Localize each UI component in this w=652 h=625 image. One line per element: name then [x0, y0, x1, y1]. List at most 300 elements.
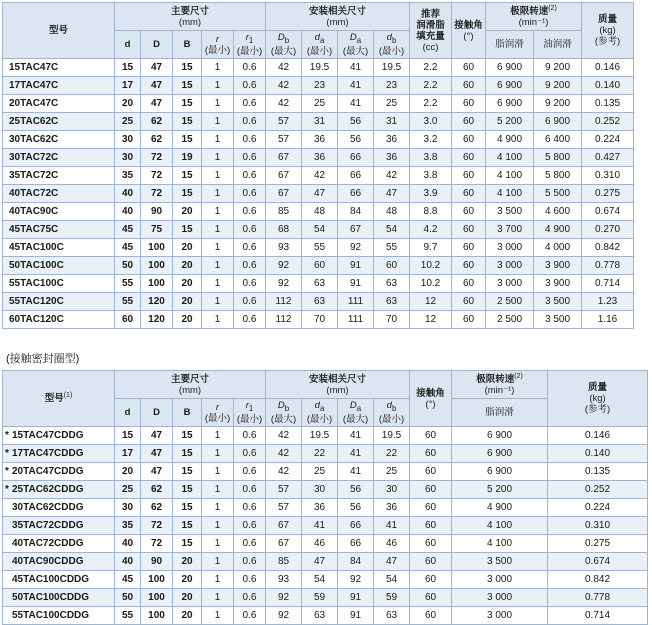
cell-grease-fill: 2.2 — [410, 95, 452, 113]
cell-contact-angle: 60 — [452, 257, 486, 275]
cell-db: 41 — [374, 517, 410, 535]
cell-model — [3, 553, 115, 571]
cell-da: 60 — [302, 257, 338, 275]
header-model: 型号 — [3, 3, 115, 59]
cell-r: 1 — [202, 59, 234, 77]
cell-mass: 1.23 — [582, 293, 634, 311]
cell-model: 20TAC47C — [3, 95, 115, 113]
cell-db: 25 — [374, 95, 410, 113]
table-row — [3, 517, 648, 535]
cell-Da: 66 — [338, 517, 374, 535]
cell-model: 15TAC47C — [3, 59, 115, 77]
cell-d: 50 — [115, 257, 141, 275]
cell-B: 20 — [173, 293, 202, 311]
cell-model: 40TAC90C — [3, 203, 115, 221]
cell-speed-grease: 3 000 — [486, 239, 534, 257]
cell-Da: 41 — [338, 77, 374, 95]
cell-speed-grease: 6 900 — [452, 463, 548, 481]
cell-speed-oil: 9 200 — [534, 77, 582, 95]
cell-Da: 111 — [338, 293, 374, 311]
cell-speed-grease: 2 500 — [486, 311, 534, 329]
cell-Da: 66 — [338, 167, 374, 185]
cell-speed-grease: 6 900 — [486, 77, 534, 95]
cell-da: 59 — [302, 589, 338, 607]
cell-contact-angle: 60 — [452, 113, 486, 131]
cell-mass: 0.270 — [582, 221, 634, 239]
cell-B: 15 — [173, 427, 202, 445]
header-d: d — [115, 31, 141, 59]
cell-r: 1 — [202, 427, 234, 445]
cell-grease-fill: 8.8 — [410, 203, 452, 221]
cell-Db: 57 — [266, 113, 302, 131]
cell-B: 15 — [173, 77, 202, 95]
header-speed-limit: 极限转速$^{(2)}$ (min⁻¹) — [452, 371, 548, 399]
table-row — [3, 427, 648, 445]
cell-d: 30 — [115, 131, 141, 149]
cell-Da: 41 — [338, 427, 374, 445]
cell-speed-oil: 3 900 — [534, 257, 582, 275]
cell-speed-oil: 5 500 — [534, 185, 582, 203]
cell-model — [3, 427, 115, 445]
cell-da: 41 — [302, 517, 338, 535]
cell-Da: 84 — [338, 203, 374, 221]
cell-speed-grease: 3 000 — [452, 571, 548, 589]
cell-speed-grease: 3 700 — [486, 221, 534, 239]
cell-grease-fill: 3.2 — [410, 131, 452, 149]
cell-da: 22 — [302, 445, 338, 463]
cell-d: 25 — [115, 113, 141, 131]
cell-da: 47 — [302, 185, 338, 203]
cell-Da: 91 — [338, 257, 374, 275]
cell-r1: 0.6 — [234, 589, 266, 607]
cell-mass: 0.778 — [548, 589, 648, 607]
table-row — [3, 535, 648, 553]
cell-r: 1 — [202, 239, 234, 257]
cell-grease-fill: 10.2 — [410, 257, 452, 275]
cell-mass: 0.146 — [548, 427, 648, 445]
header-Db: $D_b$ (最大) — [266, 31, 302, 59]
table-row — [3, 257, 634, 275]
table-row — [3, 149, 634, 167]
table-row — [3, 113, 634, 131]
model-name: 25TAC62CDDG — [12, 484, 84, 495]
cell-Da: 92 — [338, 571, 374, 589]
model-name: 40TAC72CDDG — [12, 538, 84, 549]
cell-B: 20 — [173, 203, 202, 221]
cell-speed-grease: 5 200 — [486, 113, 534, 131]
cell-B: 15 — [173, 59, 202, 77]
cell-da: 48 — [302, 203, 338, 221]
cell-Da: 56 — [338, 481, 374, 499]
cell-speed-grease: 3 500 — [452, 553, 548, 571]
cell-contact-angle: 60 — [410, 589, 452, 607]
cell-Da: 41 — [338, 445, 374, 463]
model-name: 35TAC72CDDG — [12, 520, 84, 531]
cell-contact-angle: 60 — [452, 311, 486, 329]
header-contact-angle: 接触角 (°) — [410, 371, 452, 427]
cell-da: 23 — [302, 77, 338, 95]
cell-db: 19.5 — [374, 59, 410, 77]
cell-da: 63 — [302, 607, 338, 625]
cell-speed-grease: 3 000 — [452, 607, 548, 625]
cell-contact-angle: 60 — [410, 535, 452, 553]
cell-mass: 0.842 — [548, 571, 648, 589]
cell-model — [3, 445, 115, 463]
cell-speed-grease: 4 100 — [486, 149, 534, 167]
cell-mass: 0.135 — [582, 95, 634, 113]
cell-model — [3, 481, 115, 499]
cell-D: 100 — [141, 589, 173, 607]
cell-db: 31 — [374, 113, 410, 131]
header-D: D — [141, 31, 173, 59]
cell-d: 17 — [115, 77, 141, 95]
cell-D: 90 — [141, 203, 173, 221]
cell-Db: 85 — [266, 203, 302, 221]
table-row — [3, 95, 634, 113]
cell-mass: 0.224 — [582, 131, 634, 149]
cell-speed-oil: 5 800 — [534, 167, 582, 185]
cell-Da: 67 — [338, 221, 374, 239]
cell-r1: 0.6 — [234, 553, 266, 571]
cell-d: 25 — [115, 481, 141, 499]
cell-model: 45TAC75C — [3, 221, 115, 239]
cell-grease-fill: 12 — [410, 293, 452, 311]
cell-Da: 66 — [338, 185, 374, 203]
cell-B: 15 — [173, 167, 202, 185]
cell-da: 19.5 — [302, 59, 338, 77]
cell-D: 62 — [141, 499, 173, 517]
cell-Da: 111 — [338, 311, 374, 329]
cell-D: 100 — [141, 571, 173, 589]
cell-r: 1 — [202, 149, 234, 167]
cell-r1: 0.6 — [234, 445, 266, 463]
cell-model — [3, 517, 115, 535]
asterisk-mark: * — [5, 430, 9, 441]
cell-r1: 0.6 — [234, 149, 266, 167]
cell-grease-fill: 10.2 — [410, 275, 452, 293]
model-name: 50TAC100CDDG — [12, 592, 90, 603]
cell-D: 72 — [141, 185, 173, 203]
cell-mass: 0.140 — [582, 77, 634, 95]
cell-Db: 67 — [266, 185, 302, 203]
cell-grease-fill: 2.2 — [410, 59, 452, 77]
cell-mass: 0.714 — [582, 275, 634, 293]
header-db: $d_b$ (最小) — [374, 31, 410, 59]
cell-Db: 85 — [266, 553, 302, 571]
cell-B: 20 — [173, 589, 202, 607]
cell-contact-angle: 60 — [410, 445, 452, 463]
cell-d: 55 — [115, 293, 141, 311]
cell-model: 45TAC100C — [3, 239, 115, 257]
cell-db: 22 — [374, 445, 410, 463]
cell-r: 1 — [202, 499, 234, 517]
cell-contact-angle: 60 — [410, 463, 452, 481]
cell-B: 15 — [173, 481, 202, 499]
cell-B: 15 — [173, 499, 202, 517]
cell-mass: 0.275 — [582, 185, 634, 203]
cell-d: 50 — [115, 589, 141, 607]
header-mount-dims: 安装相关尺寸 (mm) — [266, 371, 410, 399]
table-row — [3, 499, 648, 517]
cell-r: 1 — [202, 481, 234, 499]
cell-model — [3, 463, 115, 481]
cell-Db: 67 — [266, 535, 302, 553]
table-row — [3, 221, 634, 239]
cell-Db: 67 — [266, 149, 302, 167]
cell-D: 100 — [141, 239, 173, 257]
cell-da: 19.5 — [302, 427, 338, 445]
cell-D: 47 — [141, 95, 173, 113]
cell-mass: 0.252 — [548, 481, 648, 499]
cell-d: 30 — [115, 499, 141, 517]
cell-Db: 42 — [266, 77, 302, 95]
cell-model: 60TAC120C — [3, 311, 115, 329]
header-model: 型号$^{(1)}$ — [3, 371, 115, 427]
cell-contact-angle: 60 — [410, 517, 452, 535]
cell-mass: 0.310 — [548, 517, 648, 535]
cell-model: 30TAC62C — [3, 131, 115, 149]
cell-model — [3, 589, 115, 607]
cell-speed-oil: 6 400 — [534, 131, 582, 149]
cell-model: 17TAC47C — [3, 77, 115, 95]
cell-Da: 56 — [338, 131, 374, 149]
cell-db: 25 — [374, 463, 410, 481]
cell-speed-oil: 5 800 — [534, 149, 582, 167]
cell-speed-grease: 6 900 — [452, 427, 548, 445]
sealed-bearing-spec-table — [2, 370, 648, 625]
header-Da: $D_a$ (最大) — [338, 399, 374, 427]
cell-speed-oil: 4 600 — [534, 203, 582, 221]
cell-D: 62 — [141, 113, 173, 131]
cell-contact-angle: 60 — [410, 607, 452, 625]
cell-speed-grease: 2 500 — [486, 293, 534, 311]
cell-speed-grease: 4 100 — [486, 185, 534, 203]
cell-grease-fill: 9.7 — [410, 239, 452, 257]
cell-mass: 0.275 — [548, 535, 648, 553]
header-B: B — [173, 399, 202, 427]
cell-Da: 41 — [338, 463, 374, 481]
cell-contact-angle: 60 — [410, 571, 452, 589]
cell-contact-angle: 60 — [410, 499, 452, 517]
cell-da: 70 — [302, 311, 338, 329]
header-mass: 质量 (kg) (参考) — [582, 3, 634, 59]
cell-r: 1 — [202, 589, 234, 607]
cell-contact-angle: 60 — [452, 131, 486, 149]
cell-Da: 56 — [338, 499, 374, 517]
cell-B: 15 — [173, 95, 202, 113]
cell-D: 90 — [141, 553, 173, 571]
cell-model — [3, 571, 115, 589]
cell-contact-angle: 60 — [410, 553, 452, 571]
cell-contact-angle: 60 — [410, 481, 452, 499]
cell-Db: 92 — [266, 589, 302, 607]
header-oil-lub: 油润滑 — [534, 31, 582, 59]
cell-d: 45 — [115, 239, 141, 257]
cell-r1: 0.6 — [234, 275, 266, 293]
cell-B: 20 — [173, 553, 202, 571]
cell-D: 72 — [141, 535, 173, 553]
cell-d: 35 — [115, 167, 141, 185]
cell-speed-grease: 4 900 — [452, 499, 548, 517]
cell-mass: 0.140 — [548, 445, 648, 463]
cell-contact-angle: 60 — [452, 203, 486, 221]
cell-D: 62 — [141, 481, 173, 499]
cell-r: 1 — [202, 535, 234, 553]
cell-Db: 42 — [266, 59, 302, 77]
cell-B: 15 — [173, 185, 202, 203]
header-main-dims: 主要尺寸 (mm) — [115, 371, 266, 399]
cell-da: 63 — [302, 293, 338, 311]
cell-model: 55TAC100C — [3, 275, 115, 293]
cell-db: 42 — [374, 167, 410, 185]
cell-db: 48 — [374, 203, 410, 221]
cell-mass: 0.842 — [582, 239, 634, 257]
cell-Db: 68 — [266, 221, 302, 239]
cell-mass: 0.224 — [548, 499, 648, 517]
cell-speed-oil: 4 000 — [534, 239, 582, 257]
cell-B: 15 — [173, 463, 202, 481]
cell-D: 100 — [141, 607, 173, 625]
cell-contact-angle: 60 — [452, 95, 486, 113]
cell-r1: 0.6 — [234, 113, 266, 131]
cell-contact-angle: 60 — [452, 77, 486, 95]
asterisk-mark: * — [5, 484, 9, 495]
cell-speed-grease: 3 000 — [486, 275, 534, 293]
cell-grease-fill: 3.8 — [410, 149, 452, 167]
cell-d: 40 — [115, 185, 141, 203]
cell-r: 1 — [202, 607, 234, 625]
header-B: B — [173, 31, 202, 59]
cell-model: 55TAC120C — [3, 293, 115, 311]
cell-Db: 93 — [266, 571, 302, 589]
cell-da: 63 — [302, 275, 338, 293]
cell-D: 120 — [141, 293, 173, 311]
cell-speed-oil: 9 200 — [534, 59, 582, 77]
header-r: r (最小) — [202, 399, 234, 427]
cell-D: 72 — [141, 149, 173, 167]
table-row — [3, 167, 634, 185]
cell-B: 20 — [173, 239, 202, 257]
cell-speed-grease: 4 100 — [452, 517, 548, 535]
cell-d: 60 — [115, 311, 141, 329]
cell-r: 1 — [202, 131, 234, 149]
cell-Db: 112 — [266, 311, 302, 329]
table-row — [3, 607, 648, 625]
cell-contact-angle: 60 — [452, 293, 486, 311]
table-row — [3, 131, 634, 149]
cell-db: 30 — [374, 481, 410, 499]
cell-da: 30 — [302, 481, 338, 499]
cell-Db: 67 — [266, 517, 302, 535]
cell-da: 36 — [302, 499, 338, 517]
cell-Db: 92 — [266, 275, 302, 293]
cell-speed-oil: 6 900 — [534, 113, 582, 131]
table-body — [3, 59, 634, 329]
cell-contact-angle: 60 — [452, 275, 486, 293]
table-row — [3, 445, 648, 463]
cell-r1: 0.6 — [234, 95, 266, 113]
table-body — [3, 427, 648, 625]
cell-r: 1 — [202, 257, 234, 275]
cell-da: 25 — [302, 95, 338, 113]
cell-db: 63 — [374, 275, 410, 293]
cell-contact-angle: 60 — [452, 167, 486, 185]
cell-mass: 0.146 — [582, 59, 634, 77]
cell-d: 15 — [115, 427, 141, 445]
cell-model — [3, 499, 115, 517]
cell-grease-fill: 2.2 — [410, 77, 452, 95]
bearing-spec-table — [2, 2, 634, 329]
cell-Da: 92 — [338, 239, 374, 257]
header-da: $d_a$ (最小) — [302, 399, 338, 427]
model-name: 20TAC47CDDG — [12, 466, 84, 477]
cell-d: 20 — [115, 463, 141, 481]
cell-D: 72 — [141, 167, 173, 185]
cell-d: 45 — [115, 221, 141, 239]
cell-db: 46 — [374, 535, 410, 553]
header-grease-lub: 脂润滑 — [486, 31, 534, 59]
cell-Da: 66 — [338, 149, 374, 167]
cell-speed-grease: 6 900 — [486, 59, 534, 77]
cell-da: 55 — [302, 239, 338, 257]
table-row — [3, 239, 634, 257]
header-D: D — [141, 399, 173, 427]
cell-model: 40TAC72C — [3, 185, 115, 203]
cell-model: 30TAC72C — [3, 149, 115, 167]
cell-speed-oil: 3 900 — [534, 275, 582, 293]
cell-mass: 0.674 — [548, 553, 648, 571]
cell-r: 1 — [202, 221, 234, 239]
model-name: 30TAC62CDDG — [12, 502, 84, 513]
cell-r: 1 — [202, 311, 234, 329]
cell-D: 120 — [141, 311, 173, 329]
table-row — [3, 311, 634, 329]
asterisk-mark: * — [5, 466, 9, 477]
cell-db: 47 — [374, 553, 410, 571]
cell-r1: 0.6 — [234, 481, 266, 499]
cell-Db: 42 — [266, 95, 302, 113]
model-name: 17TAC47CDDG — [12, 448, 84, 459]
table-row — [3, 293, 634, 311]
cell-db: 36 — [374, 131, 410, 149]
cell-Db: 67 — [266, 167, 302, 185]
model-name: 55TAC100CDDG — [12, 610, 90, 621]
cell-mass: 0.778 — [582, 257, 634, 275]
cell-Da: 91 — [338, 275, 374, 293]
cell-speed-grease: 4 100 — [486, 167, 534, 185]
cell-D: 75 — [141, 221, 173, 239]
cell-Db: 57 — [266, 481, 302, 499]
cell-model: 50TAC100C — [3, 257, 115, 275]
cell-D: 47 — [141, 445, 173, 463]
header-r: r (最小) — [202, 31, 234, 59]
cell-contact-angle: 60 — [452, 149, 486, 167]
cell-r1: 0.6 — [234, 203, 266, 221]
header-r1: $r_1$ (最小) — [234, 31, 266, 59]
cell-r1: 0.6 — [234, 427, 266, 445]
cell-contact-angle: 60 — [410, 427, 452, 445]
cell-db: 36 — [374, 499, 410, 517]
cell-speed-grease: 6 900 — [452, 445, 548, 463]
cell-da: 36 — [302, 131, 338, 149]
cell-r1: 0.6 — [234, 293, 266, 311]
cell-db: 59 — [374, 589, 410, 607]
cell-r1: 0.6 — [234, 167, 266, 185]
cell-speed-grease: 5 200 — [452, 481, 548, 499]
cell-speed-grease: 3 000 — [452, 589, 548, 607]
cell-r1: 0.6 — [234, 59, 266, 77]
cell-db: 54 — [374, 221, 410, 239]
